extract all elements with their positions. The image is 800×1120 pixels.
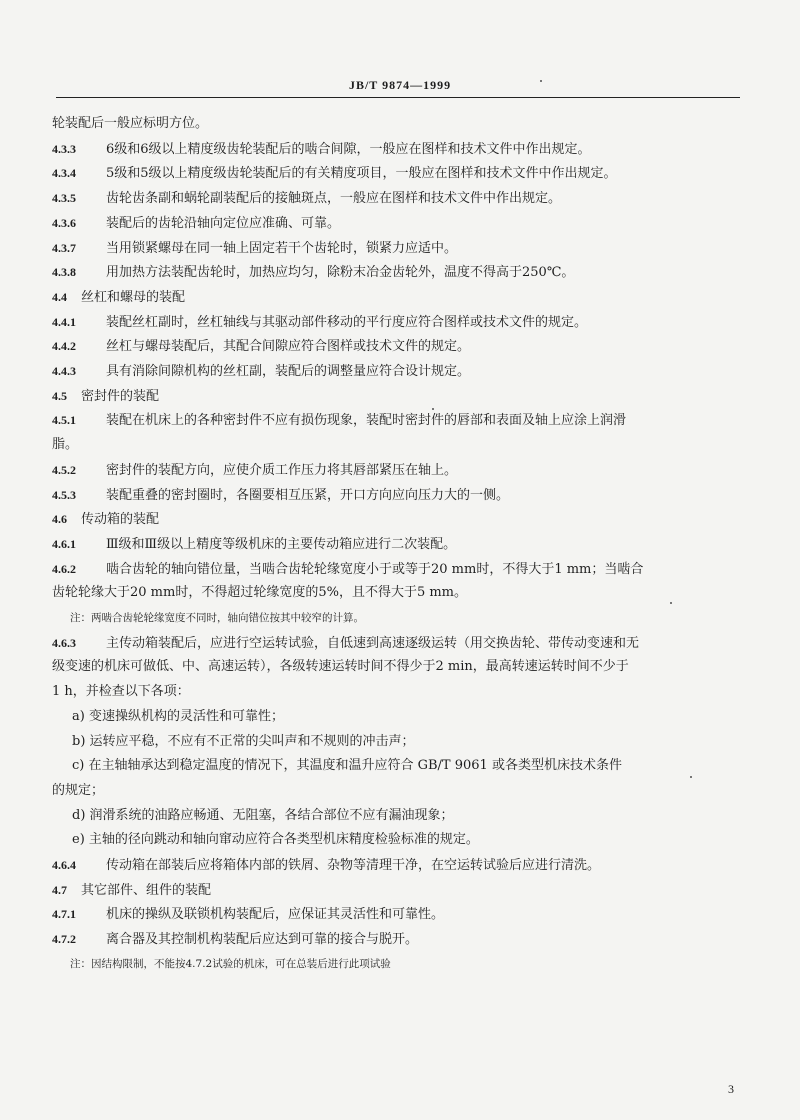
clause-line [52, 264, 742, 281]
clause-line [52, 684, 742, 700]
section-title: 丝杠和螺母的装配 [81, 289, 186, 305]
clause-line [52, 487, 742, 504]
page-number: 3 [728, 1082, 734, 1096]
clause-text: 装配后的齿轮沿轴向定位应准确、可靠。 [106, 215, 341, 231]
clause-number: 4.4.1 [52, 314, 76, 329]
clause-text: 装配重叠的密封圈时，各圈要相互压紧，开口方向应向压力大的一侧。 [106, 487, 510, 503]
clause-text: 机床的操纵及联锁机构装配后，应保证其灵活性和可靠性。 [106, 907, 445, 923]
scan-speck [670, 602, 672, 604]
clause-line [52, 314, 742, 331]
clause-line [52, 906, 742, 923]
clause-line [52, 635, 742, 652]
clause-text: 6级和6级以上精度级齿轮装配后的啮合间隙，一般应在图样和技术文件中作出规定。 [106, 141, 591, 157]
clause-text: 用加热方法装配齿轮时，加热应均匀，除粉末冶金齿轮外，温度不得高于250℃。 [106, 265, 575, 281]
clause-line [52, 783, 742, 799]
note-text: 注：两啮合齿轮轮缘宽度不同时，轴向错位按其中较窄的计算。 [70, 612, 364, 624]
clause-line [52, 116, 742, 132]
clause-line [52, 165, 742, 182]
clause-line [52, 709, 742, 725]
section-number: 4.7 [52, 882, 67, 897]
clause-text: e) 主轴的径向跳动和轴向窜动应符合各类型机床精度检验标准的规定。 [72, 832, 479, 848]
clause-text: a) 变速操纵机构的灵活性和可靠性； [72, 708, 284, 724]
clause-text: 密封件的装配方向，应使介质工作压力将其唇部紧压在轴上。 [106, 462, 458, 478]
section-title: 其它部件、组件的装配 [81, 882, 212, 898]
clause-line [52, 190, 742, 207]
clause-number: 4.3.4 [52, 166, 76, 181]
clause-text: 齿轮齿条副和蜗轮副装配后的接触斑点，一般应在图样和技术文件中作出规定。 [106, 191, 562, 207]
clause-line [52, 832, 742, 848]
clause-text: 传动箱在部装后应将箱体内部的铁屑、杂物等清理干净，在空运转试验后应进行清洗。 [106, 858, 601, 873]
clause-line [52, 536, 742, 553]
clause-line [52, 363, 742, 380]
section-number: 4.6 [52, 512, 67, 527]
clause-line [52, 857, 742, 874]
section-title: 密封件的装配 [81, 388, 160, 404]
clause-line [52, 141, 742, 158]
clause-number: 4.3.3 [52, 141, 76, 156]
section-number: 4.4 [52, 289, 67, 304]
clause-number: 4.5.1 [52, 413, 76, 428]
note-line [52, 956, 742, 972]
clause-text: 齿轮轮缘大于20 mm时，不得超过轮缘宽度的5%，且不得大于5 mm。 [52, 585, 468, 601]
section-heading [52, 289, 742, 306]
clause-number: 4.6.1 [52, 536, 76, 551]
page-header: JB/T 9874—1999 [348, 78, 452, 92]
clause-number: 4.4.3 [52, 364, 76, 378]
clause-text: 具有消除间隙机构的丝杠副，装配后的调整量应符合设计规定。 [106, 364, 471, 379]
clause-number: 4.6.3 [52, 635, 76, 650]
section-heading [52, 511, 742, 528]
clause-text: 装配在机床上的各种密封件不应有损伤现象，装配时密封件的唇部和表面及轴上应涂上润滑 [106, 413, 627, 429]
clause-number: 4.3.7 [52, 240, 76, 255]
clause-text: 装配丝杠副时，丝杠轴线与其驱动部件移动的平行度应符合图样或技术文件的规定。 [106, 314, 588, 330]
note-text: 注：因结构限制，不能按4.7.2试验的机床，可在总装后进行此项试验 [70, 957, 391, 970]
clause-number: 4.5.3 [52, 487, 76, 502]
clause-text: 1 h，并检查以下各项： [52, 684, 190, 700]
clause-line [52, 215, 742, 232]
clause-text: 级变速的机床可做低、中、高速运转），各级转速运转时间不得少于2 min，最高转速运转时间不少于 [52, 659, 629, 675]
clause-line [52, 412, 742, 429]
clause-line [52, 659, 742, 675]
clause-number: 4.6.4 [52, 858, 76, 872]
section-number: 4.5 [52, 388, 67, 403]
section-heading [52, 388, 742, 405]
clause-text: 丝杠与螺母装配后，其配合间隙应符合图样或技术文件的规定。 [106, 339, 471, 355]
clause-line [52, 240, 742, 257]
scan-speck [690, 776, 692, 778]
scan-speck [432, 408, 434, 410]
clause-line [52, 931, 742, 948]
clause-text: d) 润滑系统的油路应畅通、无阻塞，各结合部位不应有漏油现象； [72, 807, 454, 823]
clause-text: b) 运转应平稳，不应有不正常的尖叫声和不规则的冲击声； [72, 733, 415, 749]
clause-line [52, 758, 742, 774]
section-heading [52, 882, 742, 899]
clause-line [52, 437, 742, 453]
note-line [52, 610, 742, 626]
clause-line [52, 462, 742, 479]
clause-line [52, 808, 742, 824]
clause-number: 4.5.2 [52, 462, 76, 477]
clause-text: 5级和5级以上精度级齿轮装配后的有关精度项目，一般应在图样和技术文件中作出规定。 [106, 166, 617, 182]
clause-line [52, 561, 742, 578]
clause-number: 4.3.8 [52, 265, 76, 280]
clause-text: 的规定； [52, 782, 105, 798]
clause-text: 主传动箱装配后，应进行空运转试验，自低速到高速逐级运转（用交换齿轮、带传动变速和无 [106, 635, 640, 651]
clause-line [52, 585, 742, 601]
clause-text: c) 在主轴轴承达到稳定温度的情况下，其温度和温升应符合 GB/T 9061 或各类型机床技术条件 [72, 758, 622, 774]
clause-text: Ⅲ级和Ⅲ级以上精度等级机床的主要传动箱应进行二次装配。 [106, 536, 457, 552]
clause-line [52, 734, 742, 750]
scan-speck [540, 80, 542, 82]
clause-number: 4.3.5 [52, 191, 76, 206]
clause-number: 4.7.1 [52, 907, 76, 922]
clause-text: 啮合齿轮的轴向错位量，当啮合齿轮轮缘宽度小于或等于20 mm时，不得大于1 mm；当啮合 [106, 561, 644, 577]
clause-text: 离合器及其控制机构装配后应达到可靠的接合与脱开。 [106, 932, 419, 948]
header-rule [56, 97, 740, 98]
clause-number: 4.4.2 [52, 339, 76, 354]
section-title: 传动箱的装配 [81, 512, 160, 528]
clause-text: 当用锁紧螺母在同一轴上固定若干个齿轮时，锁紧力应适中。 [106, 240, 458, 256]
clause-number: 4.3.6 [52, 215, 76, 230]
clause-line [52, 338, 742, 355]
clause-number: 4.7.2 [52, 932, 76, 947]
clause-number: 4.6.2 [52, 561, 76, 576]
clause-text: 脂。 [52, 437, 79, 453]
clause-text: 轮装配后一般应标明方位。 [52, 116, 209, 131]
